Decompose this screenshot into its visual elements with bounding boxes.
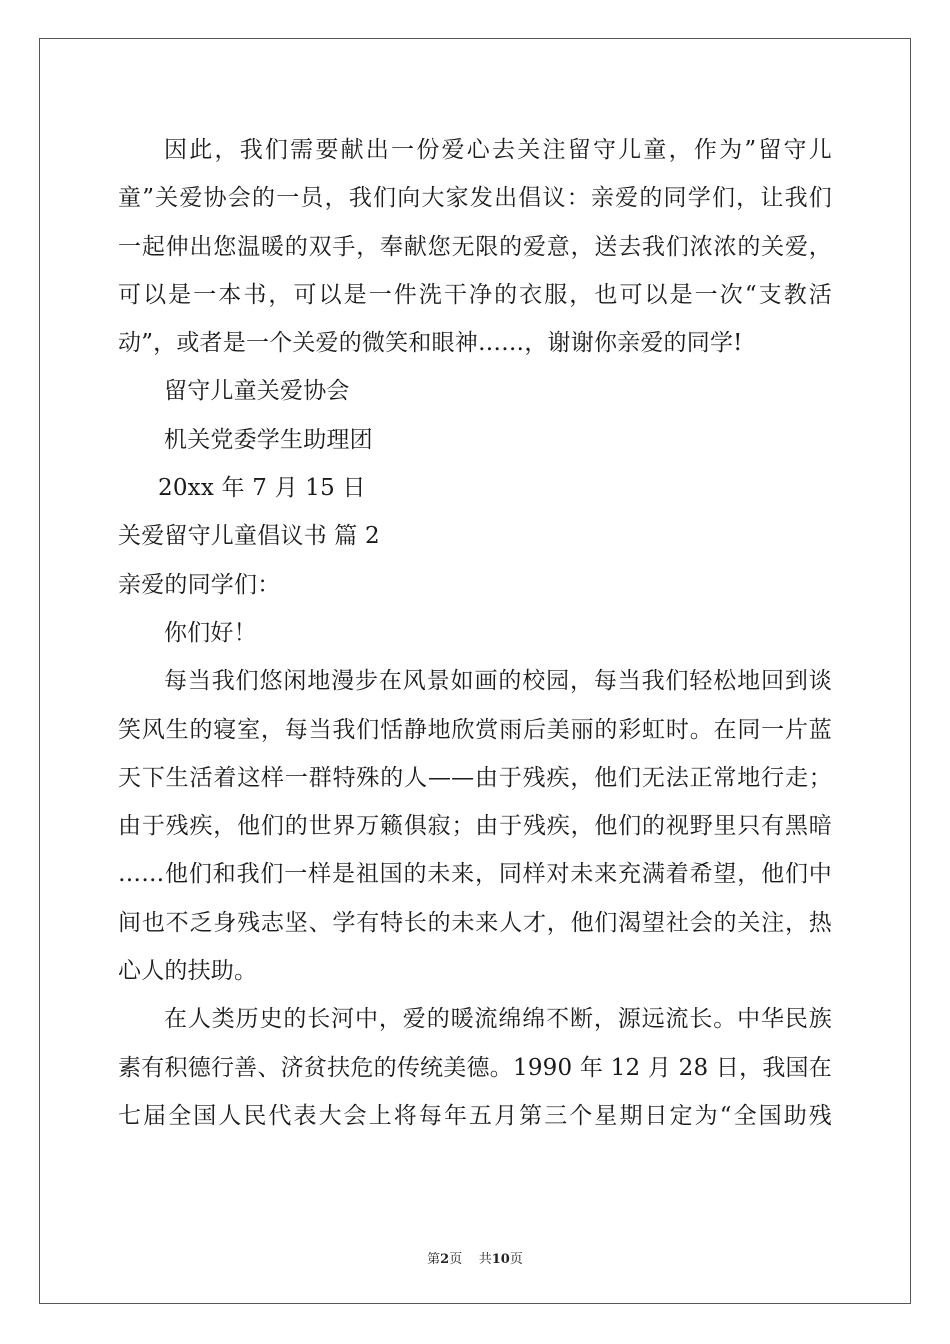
footer-page-suffix: 页: [449, 1252, 463, 1267]
footer-page-prefix: 第: [427, 1252, 441, 1267]
text-line: 七届全国人民代表大会上将每年五月第三个星期日定为“全国助残: [118, 1102, 832, 1129]
text-line: 笑风生的寝室，每当我们恬静地欣赏雨后美丽的彩虹时。在同一片蓝: [118, 716, 832, 743]
section-title: 关爱留守儿童倡议书 篇 2: [118, 523, 380, 550]
text-line: 每当我们悠闲地漫步在风景如画的校园，每当我们轻松地回到谈: [164, 668, 832, 695]
text-line: 心人的扶助。: [118, 958, 258, 985]
page-footer: [0, 1248, 950, 1267]
signature-org: 留守儿童关爱协会: [164, 378, 350, 405]
greeting: 你们好！: [164, 619, 257, 646]
document-body: [118, 126, 832, 1140]
salutation: 亲爱的同学们：: [118, 571, 281, 598]
text-line: 可以是一本书，可以是一件洗干净的衣服，也可以是一次“支教活: [118, 281, 832, 308]
text-line: 间也不乏身残志坚、学有特长的未来人才，他们渴望社会的关注，热: [118, 909, 832, 936]
text-line: 由于残疾，他们的世界万籁俱寂；由于残疾，他们的视野里只有黑暗: [118, 813, 832, 840]
text-line: ……他们和我们一样是祖国的未来，同样对未来充满着希望，他们中: [118, 861, 832, 888]
text-line: 因此，我们需要献出一份爱心去关注留守儿童，作为”留守儿: [164, 137, 832, 163]
signature-group: 机关党委学生助理团: [164, 426, 373, 453]
text-line: 动”，或者是一个关爱的微笑和眼神……，谢谢你亲爱的同学!: [118, 330, 743, 357]
text-line: 童”关爱协会的一员，我们向大家发出倡议：亲爱的同学们，让我们: [118, 185, 832, 212]
footer-page-number: 2: [440, 1252, 450, 1267]
text-line: 在人类历史的长河中，爱的暖流绵绵不断，源远流长。中华民族: [164, 1006, 832, 1033]
footer-total-prefix: 共: [478, 1252, 492, 1267]
signature-date: 20xx 年 7 月 15 日: [158, 475, 366, 502]
footer-total-suffix: 页: [509, 1252, 523, 1267]
text-line: 天下生活着这样一群特殊的人——由于残疾，他们无法正常地行走；: [118, 764, 832, 791]
footer-total-pages: 10: [491, 1252, 510, 1267]
text-line: 一起伸出您温暖的双手，奉献您无限的爱意，送去我们浓浓的关爱，: [118, 233, 832, 260]
text-line: 素有积德行善、济贫扶危的传统美德。1990 年 12 月 28 日，我国在: [118, 1054, 832, 1081]
